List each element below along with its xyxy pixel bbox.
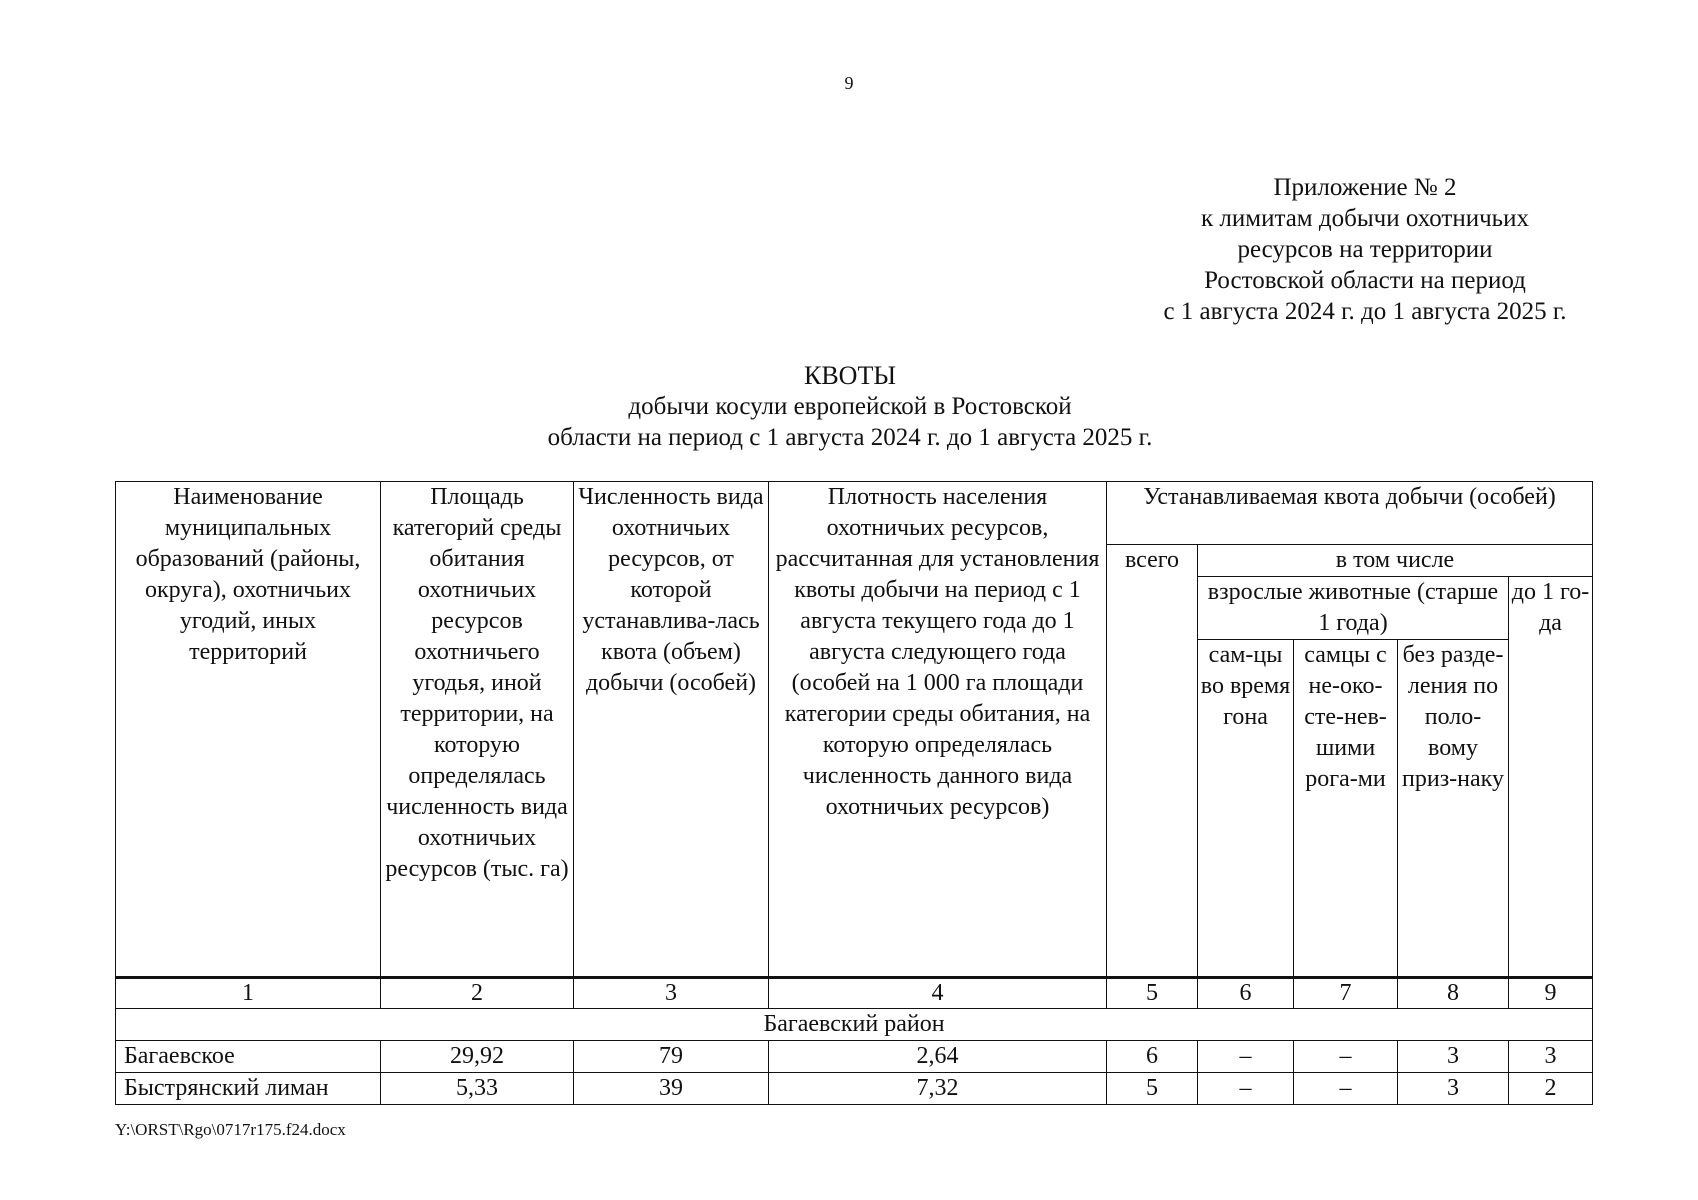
cell-total: 6 xyxy=(1107,1041,1198,1073)
appendix-line: с 1 августа 2024 г. до 1 августа 2025 г. xyxy=(1163,298,1567,325)
cell-density: 2,64 xyxy=(769,1041,1107,1073)
cell-municipality: Быстрянский лиман xyxy=(116,1073,381,1105)
column-number: 1 xyxy=(116,978,381,1009)
column-number: 6 xyxy=(1198,978,1294,1009)
cell-males-antlers: – xyxy=(1294,1041,1398,1073)
header-municipality: Наименование муниципальных образований (районы, округа), охотничьих угодий, иных территорий xyxy=(116,482,381,978)
header-under-1-year: до 1 го-да xyxy=(1509,577,1593,978)
cell-area: 29,92 xyxy=(381,1041,574,1073)
cell-area: 5,33 xyxy=(381,1073,574,1105)
district-name: Багаевский район xyxy=(116,1009,1593,1041)
header-quota-group: Устанавливаемая квота добычи (особей) xyxy=(1107,482,1593,545)
column-numbers-row xyxy=(116,978,1593,1009)
cell-males-rut: – xyxy=(1198,1073,1294,1105)
appendix-line: Приложение № 2 xyxy=(1273,174,1457,201)
title-subtitle: добычи косули европейской в Ростовской xyxy=(628,393,1072,420)
document-title xyxy=(400,360,1300,453)
cell-total: 5 xyxy=(1107,1073,1198,1105)
page-number: 9 xyxy=(844,73,854,93)
cell-municipality: Багаевское xyxy=(116,1041,381,1073)
table-row xyxy=(116,1073,1593,1105)
header-including: в том числе xyxy=(1198,545,1593,577)
cell-males-rut: – xyxy=(1198,1041,1294,1073)
appendix-header xyxy=(1080,172,1650,327)
header-area: Площадь категорий среды обитания охотничьих ресурсов охотничьего угодья, иной территории, на которую определялась численность вида охотничьих ресурсов (тыс. га) xyxy=(381,482,574,978)
column-number: 4 xyxy=(769,978,1107,1009)
cell-under-1-year: 3 xyxy=(1509,1041,1593,1073)
appendix-line: к лимитам добычи охотничьих xyxy=(1201,205,1529,232)
cell-no-sex: 3 xyxy=(1398,1073,1509,1105)
title-subtitle: области на период с 1 августа 2024 г. до 1 августа 2025 г. xyxy=(547,424,1153,451)
column-number: 2 xyxy=(381,978,574,1009)
table-row xyxy=(116,1041,1593,1073)
cell-males-antlers: – xyxy=(1294,1073,1398,1105)
header-no-sex: без разде-ления по поло-вому приз-наку xyxy=(1398,640,1509,978)
cell-no-sex: 3 xyxy=(1398,1041,1509,1073)
header-males-rut: сам-цы во время гона xyxy=(1198,640,1294,978)
cell-population: 39 xyxy=(574,1073,769,1105)
cell-population: 79 xyxy=(574,1041,769,1073)
header-adults: взрослые животные (старше 1 года) xyxy=(1198,577,1509,640)
column-number: 7 xyxy=(1294,978,1398,1009)
column-number: 3 xyxy=(574,978,769,1009)
column-number: 8 xyxy=(1398,978,1509,1009)
district-row xyxy=(116,1009,1593,1041)
header-total: всего xyxy=(1107,545,1198,978)
header-males-antlers: самцы с не-око-сте-нев-шими рога-ми xyxy=(1294,640,1398,978)
header-density: Плотность населения охотничьих ресурсов, рассчитанная для установления квоты добычи на период с 1 августа текущего года до 1 августа следующего года (особей на 1 000 га площади категории среды обитания, на которую определялась численность данного вида охотничьих ресурсов) xyxy=(769,482,1107,978)
appendix-line: Ростовской области на период xyxy=(1204,267,1526,294)
quota-table xyxy=(115,481,1593,1105)
file-path-footer: Y:\ORST\Rgo\0717r175.f24.docx xyxy=(115,1120,346,1139)
column-number: 9 xyxy=(1509,978,1593,1009)
header-population: Численность вида охотничьих ресурсов, от которой устанавлива-лась квота (объем) добычи (особей) xyxy=(574,482,769,978)
cell-density: 7,32 xyxy=(769,1073,1107,1105)
cell-under-1-year: 2 xyxy=(1509,1073,1593,1105)
title-main: КВОТЫ xyxy=(803,361,896,390)
column-number: 5 xyxy=(1107,978,1198,1009)
appendix-line: ресурсов на территории xyxy=(1237,236,1493,263)
